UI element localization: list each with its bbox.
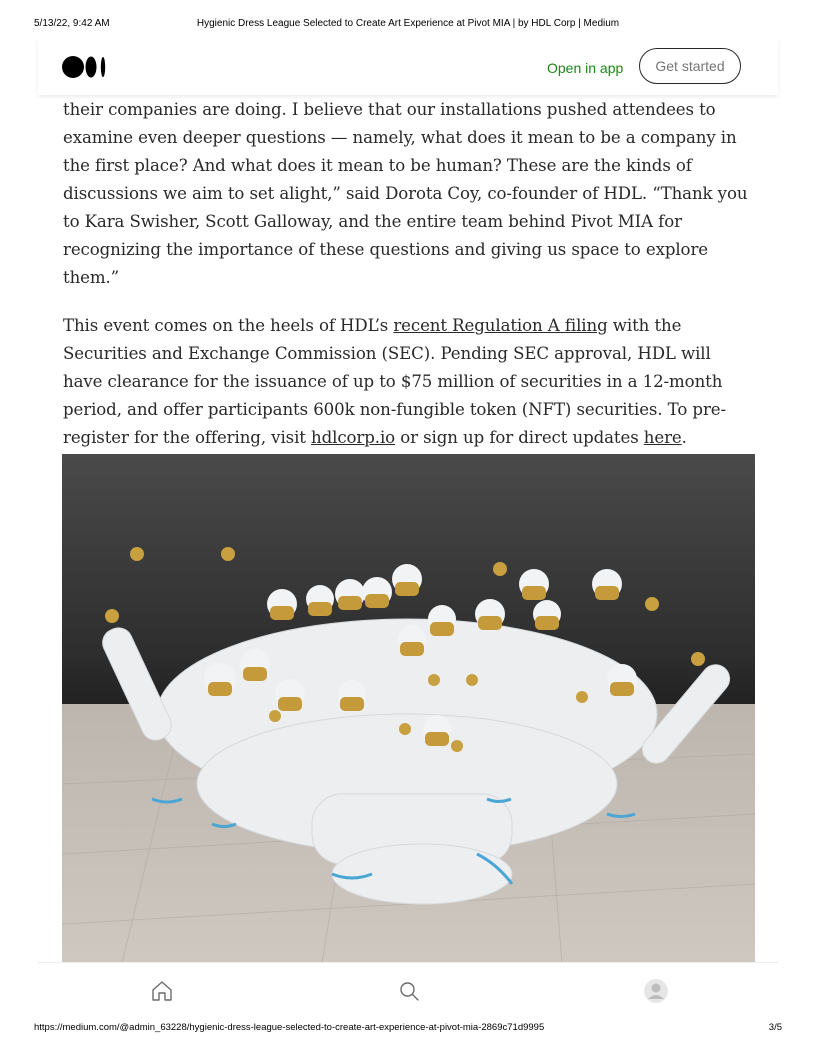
text-span: . <box>681 428 687 447</box>
open-in-app-link[interactable]: Open in app <box>547 60 624 76</box>
medium-logo-icon[interactable] <box>62 56 108 78</box>
text-span: or sign up for direct updates <box>395 428 644 447</box>
home-icon[interactable] <box>150 979 174 1003</box>
print-page-number: 3/5 <box>768 1022 782 1033</box>
here-link[interactable]: here <box>643 428 682 447</box>
avatar-icon[interactable] <box>644 979 668 1003</box>
print-url: https://medium.com/@admin_63228/hygienic-dress-league-selected-to-create-art-experience-at-pivot-mia-2869c71d9995 <box>34 1022 545 1033</box>
print-header <box>34 18 782 32</box>
text-span: with the Securities and Exchange Commission (SEC). Pending SEC approval, HDL will have clearance for the issuance of up to $75 million of securities in a 12-month period, and offer participants 600k non-fungible token (NFT) securities. To pre-register for the offering, visit <box>63 316 727 447</box>
print-date: 5/13/22, 9:42 AM <box>34 18 110 29</box>
article-photo <box>62 454 755 963</box>
article-body <box>63 96 755 472</box>
search-icon[interactable] <box>397 979 421 1003</box>
regulation-a-filing-link[interactable]: recent Regulation A filing <box>393 316 608 335</box>
print-title: Hygienic Dress League Selected to Create Art Experience at Pivot MIA | by HDL Corp | Medium <box>196 18 620 29</box>
top-nav-bar <box>38 38 778 95</box>
hdlcorp-link[interactable]: hdlcorp.io <box>311 428 396 447</box>
get-started-button[interactable]: Get started <box>639 48 741 84</box>
article-paragraph: their companies are doing. I believe that our installations pushed attendees to examine even deeper questions — namely, what does it mean to be a company in the first place? And what does it mean to be human? These are the kinds of discussions we aim to set alight,” said Dorota Coy, co-founder of HDL. “Thank you to Kara Swisher, Scott Galloway, and the entire team behind Pivot MIA for recognizing the importance of these questions and giving us space to explore them.” <box>63 100 748 287</box>
bottom-nav-bar <box>38 962 778 1019</box>
print-footer <box>34 1022 782 1036</box>
article-paragraph <box>63 312 755 452</box>
group-photo-hazmat-suits <box>62 454 755 963</box>
text-span: This event comes on the heels of HDL’s <box>63 316 394 335</box>
